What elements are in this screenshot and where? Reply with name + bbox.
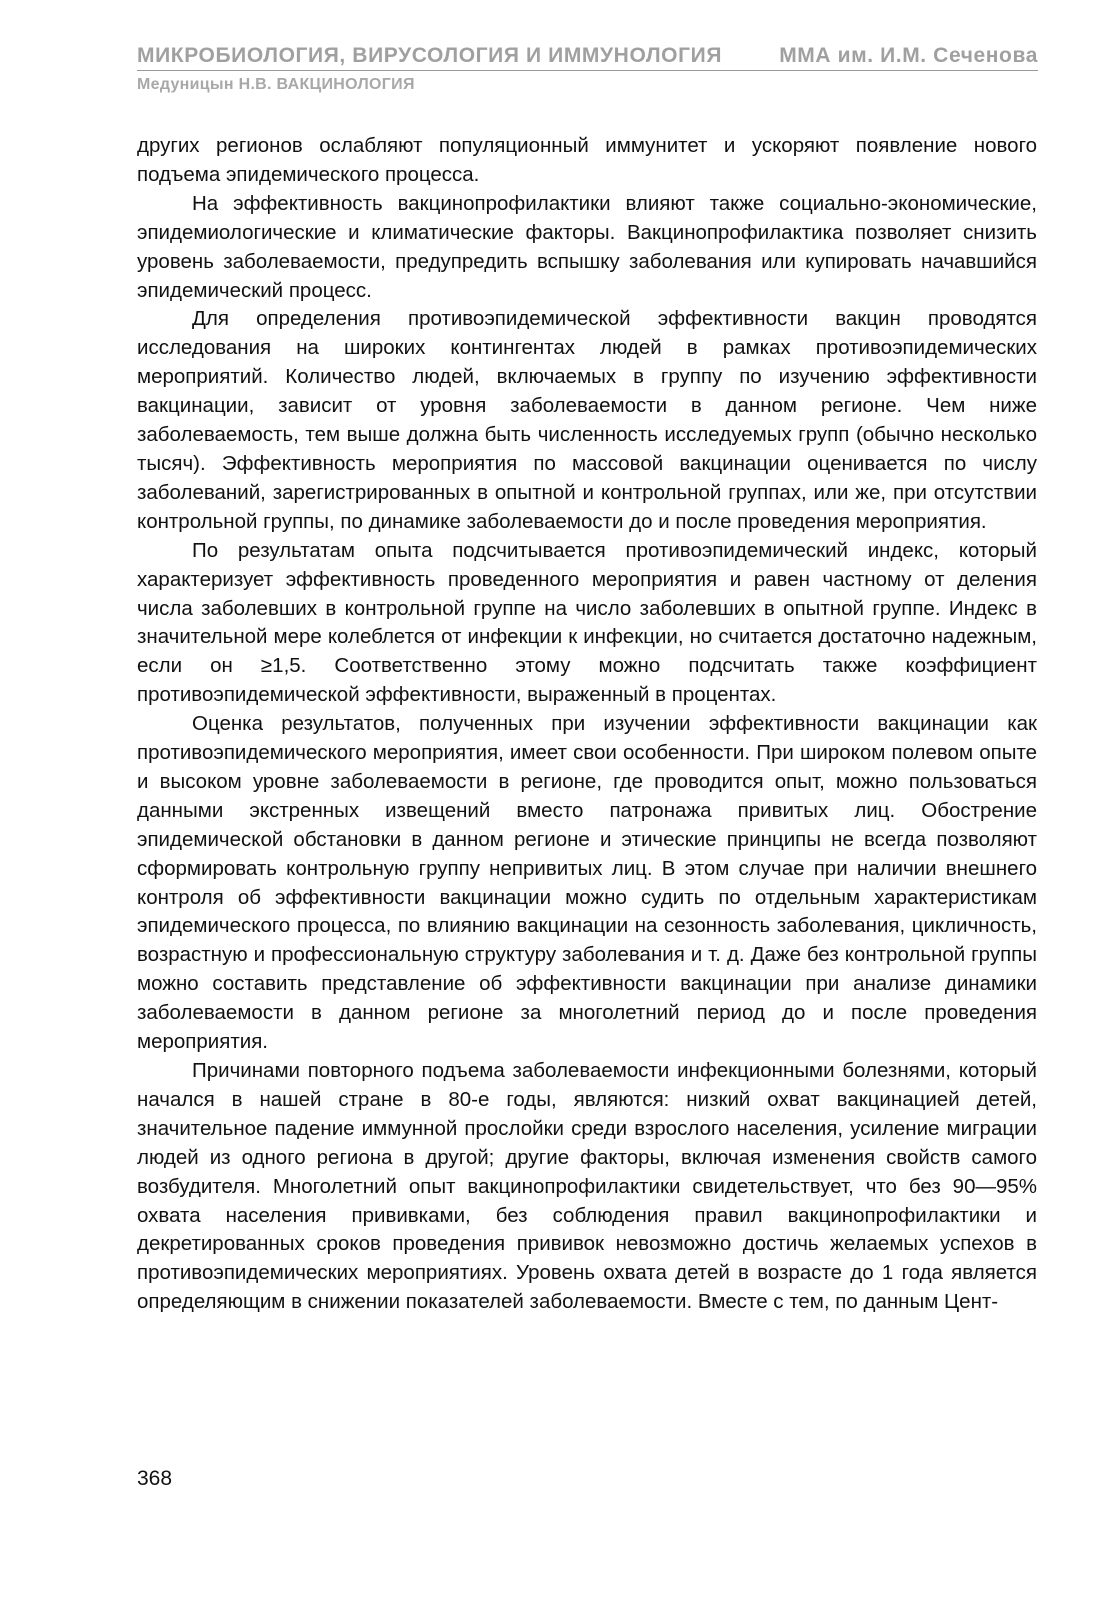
paragraph-3: Для определения противоэпидемической эффективности вакцин проводятся исследования на широких контингентах людей в рамках противоэпидемических мероприятий. Количество людей, включаемых в группу по изучению эффективности вакцинации, зависит от уровня заболеваемости в данном регионе. Чем ниже заболеваемость, тем выше должна быть численность исследуемых групп (обычно несколько тысяч). Эффективность мероприятия по массовой вакцинации оценивается по числу заболеваний, зарегистрированных в опытной и контрольной группах, или же, при отсутствии контрольной группы, по динамике заболеваемости до и после проведения мероприятия. bbox=[137, 307, 1037, 533]
paragraph-2: На эффективность вакцинопрофилактики влияют также социально-экономические, эпидемиологические и климатические факторы. Вакцинопрофилактика позволяет снизить уровень заболеваемости, предупредить вспышку заболевания или купировать начавшийся эпидемический процесс. bbox=[137, 191, 1037, 302]
paragraph-4: По результатам опыта подсчитывается противоэпидемический индекс, который характеризует эффективность проведенного мероприятия и равен частному от деления числа заболевших в контрольной группе на число заболевших в опытной группе. Индекс в значительной мере колеблется от инфекции к инфекции, но считается достаточно надежным, если он ≥1,5. Соответственно этому можно подсчитать также коэффициент противоэпидемической эффективности, выраженный в процентах. bbox=[137, 538, 1037, 707]
header-title: МИКРОБИОЛОГИЯ, ВИРУСОЛОГИЯ И ИММУНОЛОГИЯ bbox=[137, 44, 723, 67]
paragraph-1: других регионов ослабляют популяционный иммунитет и ускоряют появление нового подъема эпидемического процесса. bbox=[137, 134, 1037, 186]
paragraph-5: Оценка результатов, полученных при изучении эффективности вакцинации как противоэпидемического мероприятия, имеет свои особенности. При широком полевом опыте и высоком уровне заболеваемости в регионе, где проводится опыт, можно пользоваться данными экстренных извещений вместо патронажа привитых лиц. Обострение эпидемической обстановки в данном регионе и этические принципы не всегда позволяют сформировать контрольную группу непривитых лиц. В этом случае при наличии внешнего контроля об эффективности вакцинации можно судить по отдельным характеристикам эпидемического процесса, по влиянию вакцинации на сезонность заболевания, цикличность, возрастную и профессиональную структуру заболевания и т. д. Даже без контрольной группы можно составить представление об эффективности вакцинации при анализе динамики заболеваемости в данном регионе за многолетний период до и после проведения мероприятия. bbox=[137, 712, 1037, 1054]
running-header bbox=[137, 44, 1038, 94]
header-book-title: Медуницын Н.В. ВАКЦИНОЛОГИЯ bbox=[137, 76, 415, 93]
page-number: 368 bbox=[137, 1467, 173, 1490]
header-row bbox=[137, 44, 1038, 71]
page-body bbox=[137, 132, 1037, 1317]
header-institution: ММА им. И.М. Сеченова bbox=[779, 44, 1038, 67]
paragraph-6: Причинами повторного подъема заболеваемости инфекционными болезнями, который начался в нашей стране в 80-е годы, являются: низкий охват вакцинацией детей, значительное падение иммунной прослойки среди взрослого населения, усиление миграции людей из одного региона в другой; другие факторы, включая изменения свойств самого возбудителя. Многолетний опыт вакцинопрофилактики свидетельствует, что без 90—95% охвата населения прививками, без соблюдения правил вакцинопрофилактики и декретированных сроков проведения прививок невозможно достичь желаемых успехов в противоэпидемических мероприятиях. Уровень охвата детей в возрасте до 1 года является определяющим в снижении показателей заболеваемости. Вместе с тем, по данным Цент- bbox=[137, 1059, 1037, 1314]
